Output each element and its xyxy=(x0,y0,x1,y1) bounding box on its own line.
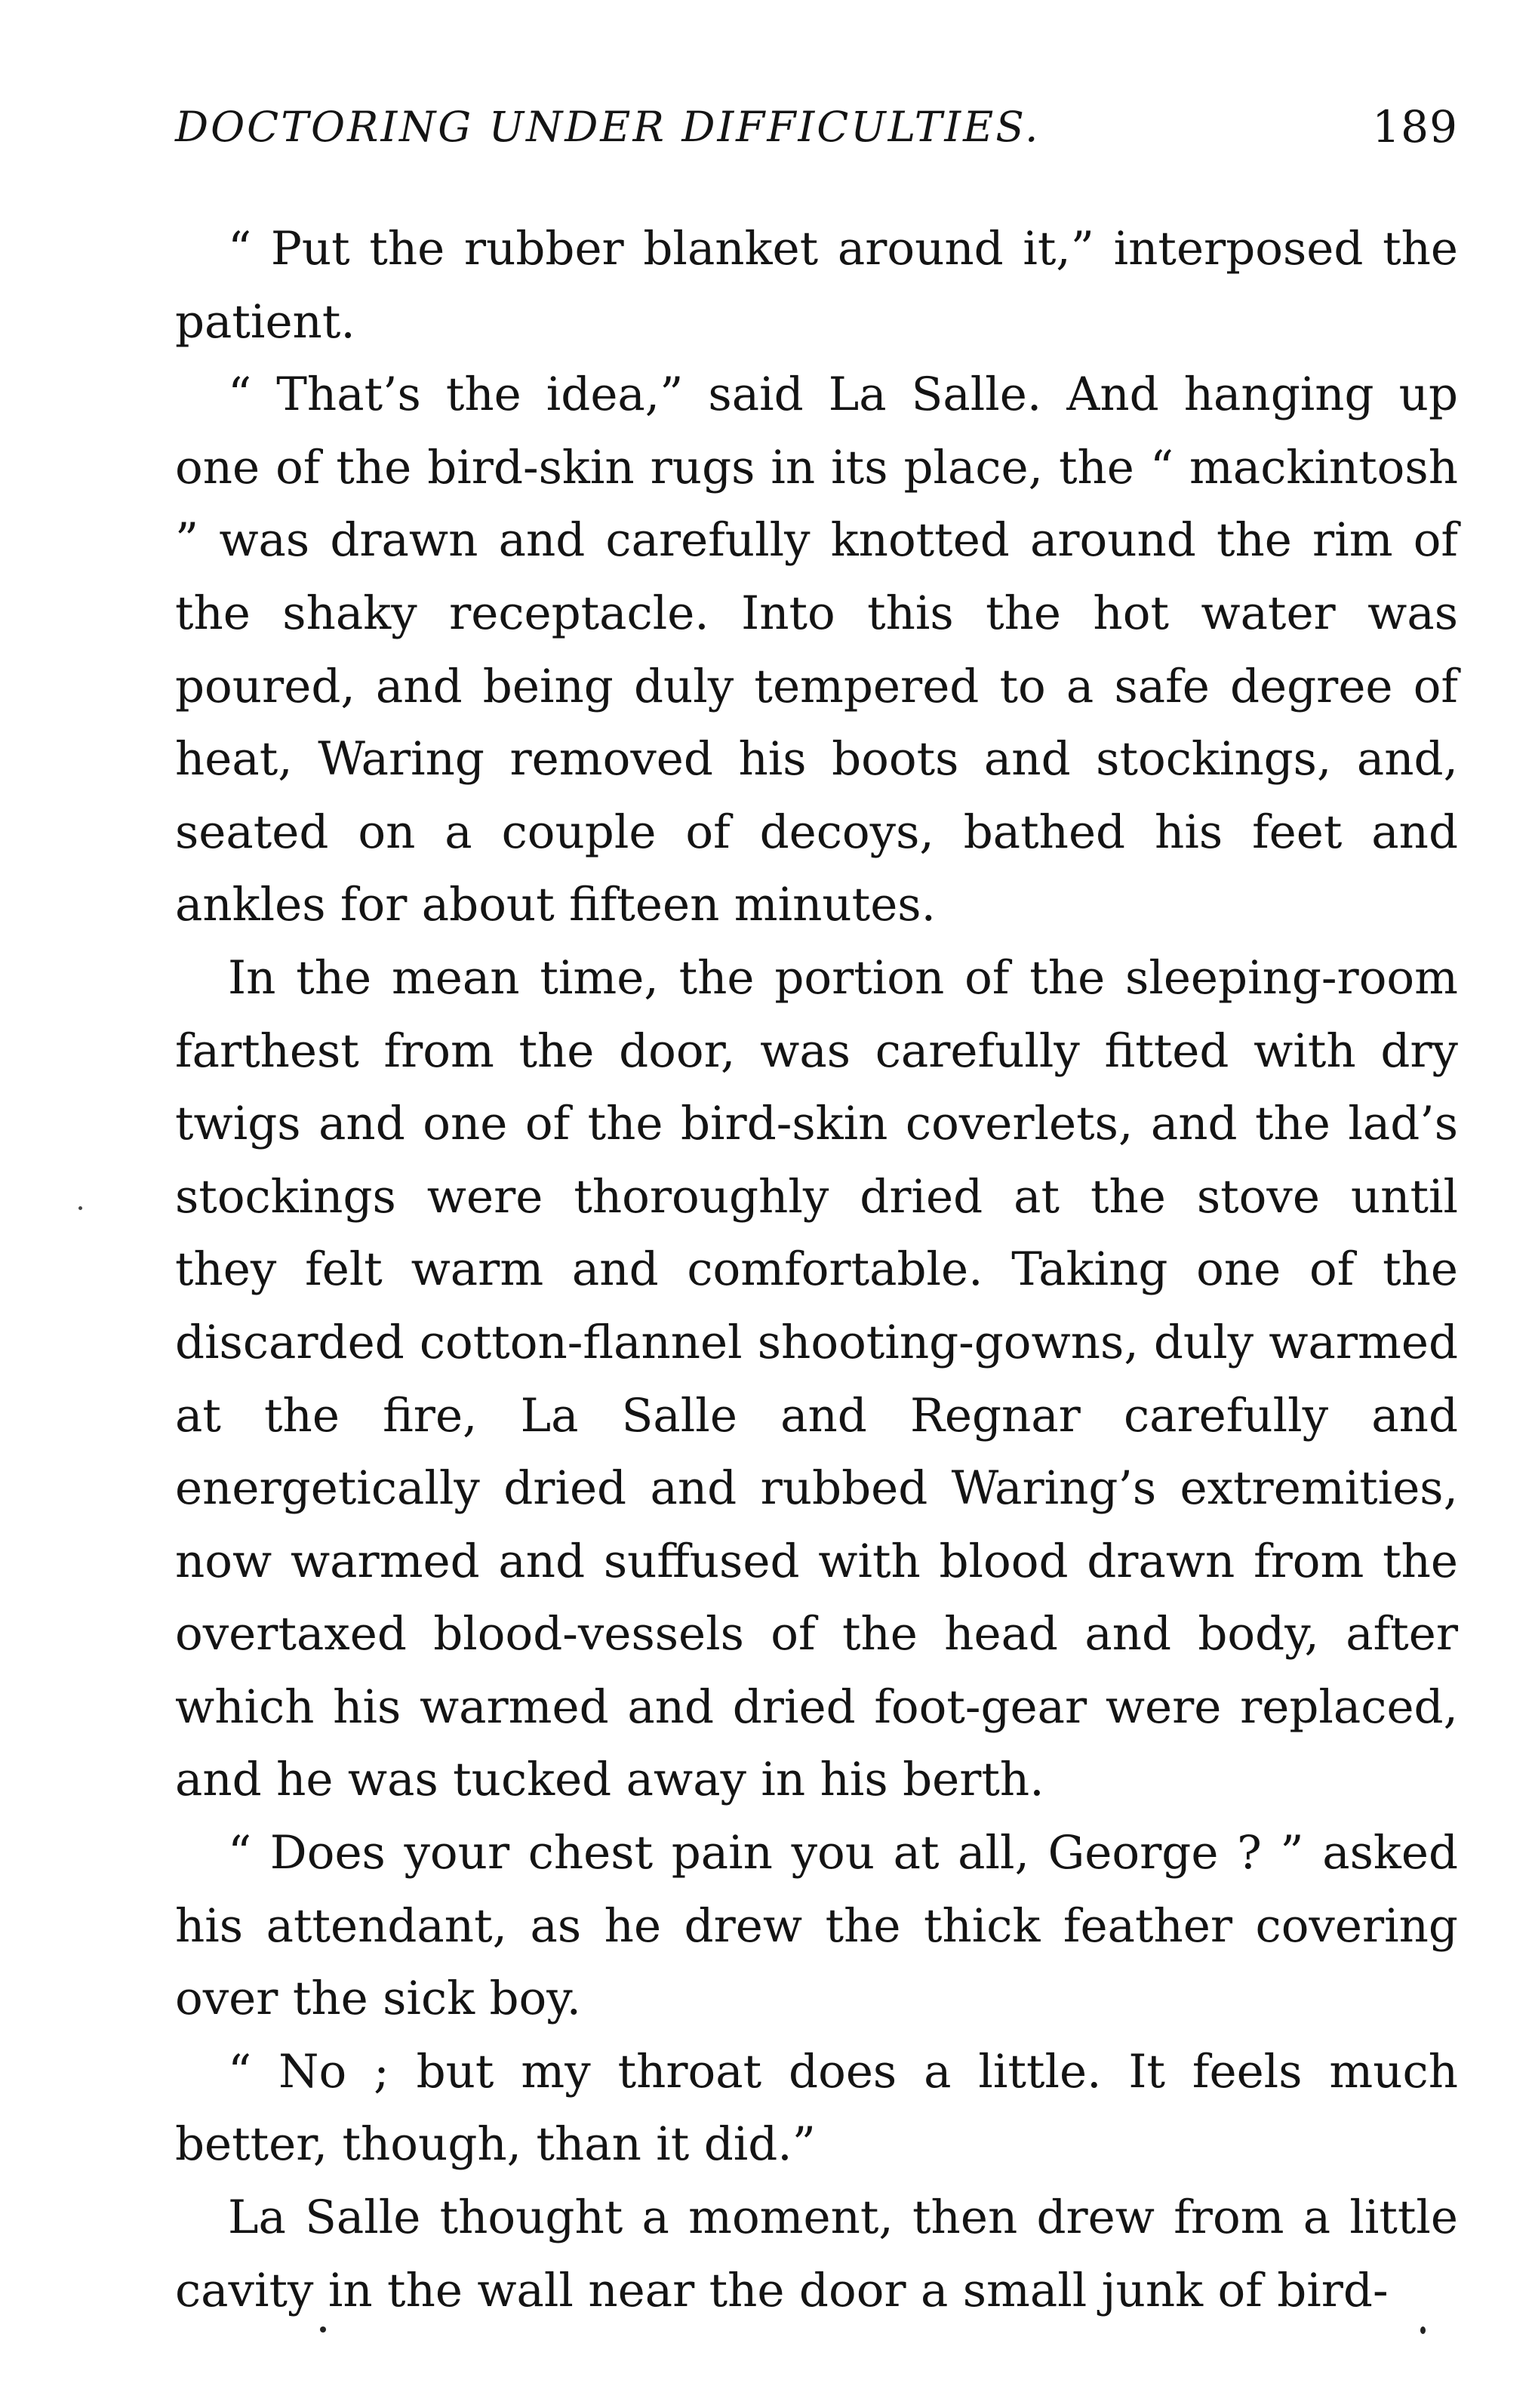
paragraph: “ Put the rubber blanket around it,” interposed the patient. xyxy=(175,222,1458,349)
running-head xyxy=(0,97,1458,157)
paragraph: “ Does your chest pain you at all, George ? ” asked his attendant, as he drew the thick feather covering over the sick boy. xyxy=(175,1826,1458,2026)
signature-mark-left xyxy=(320,2326,326,2333)
paragraph: “ That’s the idea,” said La Salle. And hanging up one of the bird-skin rugs in its place, the “ mackintosh ” was drawn and carefully knotted around the rim of the shaky receptacle. Into this the hot water was poured, and being duly tempered to a safe degree of heat, Waring removed his boots and stockings, and, seated on a couple of decoys, bathed his feet and ankles for about fifteen minutes. xyxy=(175,368,1458,932)
signature-mark-right xyxy=(1420,2326,1426,2334)
paragraph: La Salle thought a moment, then drew from a little cavity in the wall near the door a small junk of bird- xyxy=(175,2191,1458,2317)
page-number: 189 xyxy=(1372,101,1458,152)
ink-speck xyxy=(78,1206,82,1210)
paragraph: “ No ; but my throat does a little. It feels much better, though, than it did.” xyxy=(175,2044,1458,2172)
paragraph: In the mean time, the portion of the sleeping-room farthest from the door, was carefully fitted with dry twigs and one of the bird-skin coverlets, and the lad’s stockings were thoroughly dried at the stove until they felt warm and comfortable. Taking one of the discarded cotton-flannel shooting-gowns, duly warmed at the fire, La Salle and Regnar carefully and energetically dried and rubbed Waring’s extremities, now warmed and suffused with blood drawn from the overtaxed blood-vessels of the head and body, after which his warmed and dried foot-gear were replaced, and he was tucked away in his berth. xyxy=(175,950,1458,1807)
body-text xyxy=(175,213,1458,2327)
running-title: DOCTORING UNDER DIFFICULTIES. xyxy=(175,103,1041,151)
